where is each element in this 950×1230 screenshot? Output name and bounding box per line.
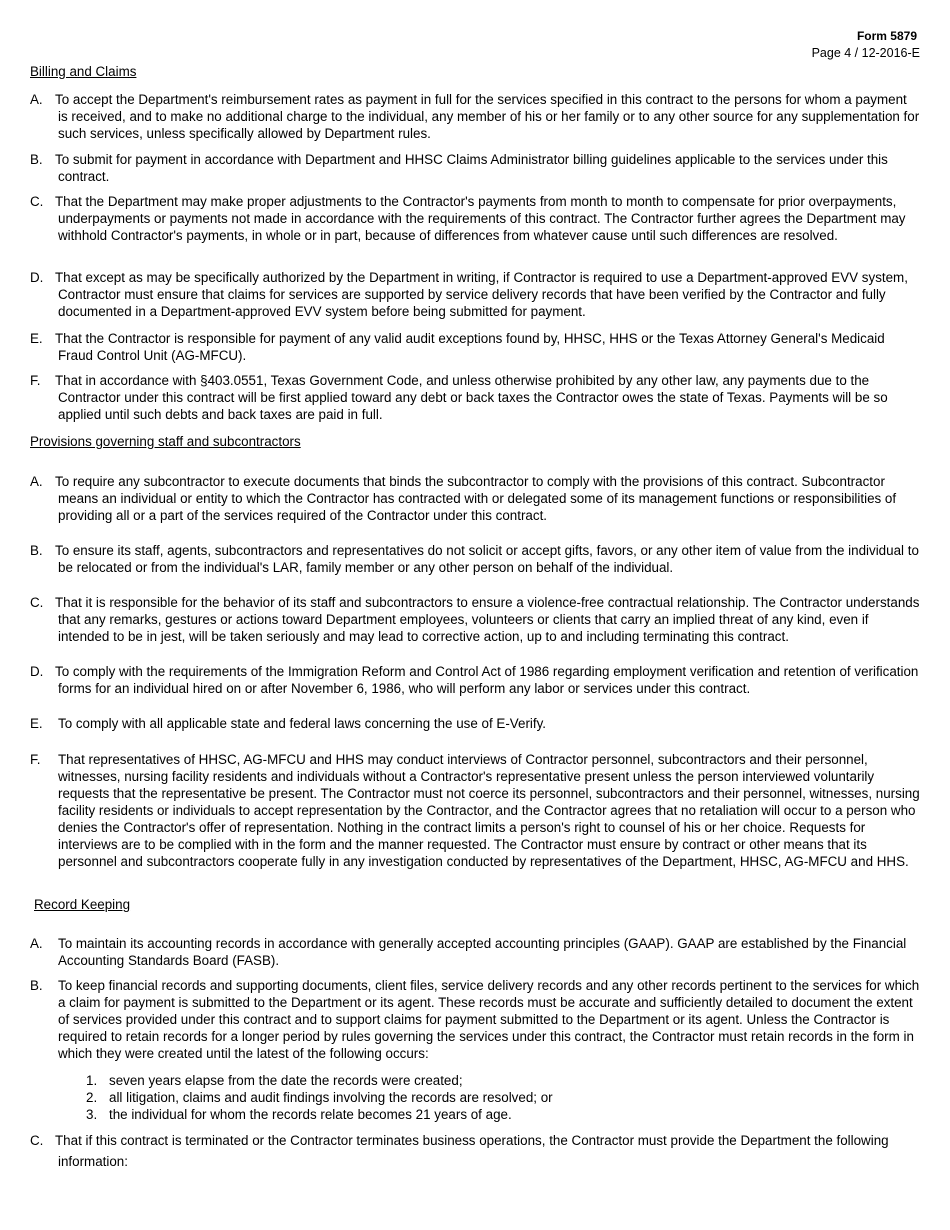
item-text: That in accordance with §403.0551, Texas Government Code, and unless otherwise prohibited by any other law, any payments due to the Contractor under this contract will be first applied toward any debt or back taxes the Contractor owes the state of Texas. Payments will be so applied until such debts and back taxes are paid in full. [55,373,888,422]
item-text: That representatives of HHSC, AG-MFCU and HHS may conduct interviews of Contractor personnel, subcontractors and their personnel, witnesses, nursing facility residents and individuals without a Contractor's representative present unless the person interviewed voluntarily requests that the representative be present. The Contractor must not coerce its personnel, subcontractors and their personnel, witnesses, nursing facility residents or individuals to accept representation by the Contractor, and the Contractor agrees that no retaliation will occur to a person who denies the Contractor's offer of representation. Nothing in the contract limits a person's right to counsel of his or her choice. Requests for interviews are to be complied with in the form and the manner requested. The Contractor must ensure by contract or other means that its personnel and subcontractors cooperate fully in any investigation conducted by representatives of the Department, HHSC, AG-MFCU and HHS. [58,752,920,869]
staff-item-a [30,473,920,524]
item-label: E. [30,331,43,346]
item-text: To accept the Department's reimbursement rates as payment in full for the services specified in this contract to the persons for whom a payment is received, and to make no additional charge to the individual, any member of his or her family or to any other source for any supplementation for such services, unless specifically allowed by Department rules. [55,92,920,141]
subitem-text: the individual for whom the records relate becomes 21 years of age. [109,1107,512,1122]
item-label: B. [30,978,43,993]
item-text: To ensure its staff, agents, subcontractors and representatives do not solicit or accept gifts, favors, or any other item of value from the individual to be relocated or from the individual's LAR, family member or any other person on behalf of the individual. [55,543,919,575]
item-text: To require any subcontractor to execute documents that binds the subcontractor to comply with the provisions of this contract. Subcontractor means an individual or entity to which the Contractor has contracted with or delegated some of its management functions or responsibilities of providing all or a part of the services required of the Contractor under this contract. [55,474,897,523]
item-text: To comply with all applicable state and federal laws concerning the use of E-Verify. [58,716,547,731]
item-label: A. [30,474,43,489]
billing-item-b [30,151,920,185]
records-section-title: Record Keeping [34,897,131,912]
records-subitem-1 [86,1072,906,1089]
item-label: B. [30,543,43,558]
staff-item-c [30,594,920,645]
subitem-number: 2. [86,1090,98,1105]
item-label: C. [30,595,44,610]
staff-item-e [30,715,920,732]
item-label: E. [30,716,43,731]
records-item-a [30,935,920,969]
item-text: To keep financial records and supporting documents, client files, service delivery records and any other records pertinent to the services for which a claim for payment is submitted to the Department or its agent. These records must be accurate and sufficiently detailed to document the extent of services provided under this contract and to support claims for payment submitted to the Department or its agent. Unless the Contractor is required to retain records for a longer period by rules governing the services under this contract, the Contractor must retain records in the form in which they were created until the latest of the following occurs: [58,978,920,1061]
item-text: That the Department may make proper adjustments to the Contractor's payments from month to month to compensate for prior overpayments, underpayments or payments not made in accordance with the requirements of this contract. The Contractor further agrees the Department may withhold Contractor's payments, in whole or in part, because of differences from whatever cause until such differences are resolved. [55,194,906,243]
subitem-number: 3. [86,1107,98,1122]
records-subitem-3 [86,1106,906,1123]
item-text: To maintain its accounting records in accordance with generally accepted accounting principles (GAAP). GAAP are established by the Financial Accounting Standards Board (FASB). [58,936,907,968]
page-info: Page 4 / 12-2016-E [811,46,920,60]
item-label: A. [30,936,43,951]
item-text: To submit for payment in accordance with Department and HHSC Claims Administrator billing guidelines applicable to the services under this contract. [55,152,888,184]
subitem-text: seven years elapse from the date the records were created; [109,1073,463,1088]
item-text: To comply with the requirements of the Immigration Reform and Control Act of 1986 regarding employment verification and retention of verification forms for an individual hired on or after November 6, 1986, who will perform any labor or services under this contract. [55,664,919,696]
staff-section-title: Provisions governing staff and subcontractors [30,434,301,449]
item-label: F. [30,752,41,767]
item-label: C. [30,194,44,209]
records-item-b [30,977,920,1062]
item-text: That it is responsible for the behavior of its staff and subcontractors to ensure a violence-free contractual relationship. The Contractor understands that any remarks, gestures or actions toward Department employees, volunteers or clients that carry an implied threat of any kind, even if intended to be in jest, will be taken seriously and may lead to corrective action, up to and including terminating this contract. [55,595,920,644]
billing-item-a [30,91,920,142]
item-text: That if this contract is terminated or the Contractor terminates business operations, the Contractor must provide the Department the following information: [55,1133,889,1169]
staff-item-b [30,542,920,576]
item-label: F. [30,373,41,388]
item-label: B. [30,152,43,167]
records-subitem-2 [86,1089,906,1106]
item-text: That the Contractor is responsible for payment of any valid audit exceptions found by, HHSC, HHS or the Texas Attorney General's Medicaid Fraud Control Unit (AG-MFCU). [55,331,885,363]
staff-item-f [30,751,920,870]
item-label: A. [30,92,43,107]
item-label: C. [30,1133,44,1148]
form-number: Form 5879 [856,29,917,43]
billing-item-f [30,372,920,423]
subitem-text: all litigation, claims and audit findings involving the records are resolved; or [109,1090,553,1105]
item-label: D. [30,270,44,285]
subitem-number: 1. [86,1073,98,1088]
records-item-c [30,1130,920,1172]
billing-item-d [30,269,920,320]
item-text: That except as may be specifically authorized by the Department in writing, if Contractor is required to use a Department-approved EVV system, Contractor must ensure that claims for services are supported by service delivery records that have been verified by the Contractor and fully documented in a Department-approved EVV system before being submitted for payment. [55,270,908,319]
billing-item-c [30,193,920,244]
staff-item-d [30,663,920,697]
billing-item-e [30,330,920,364]
billing-section-title: Billing and Claims [30,64,137,79]
item-label: D. [30,664,44,679]
